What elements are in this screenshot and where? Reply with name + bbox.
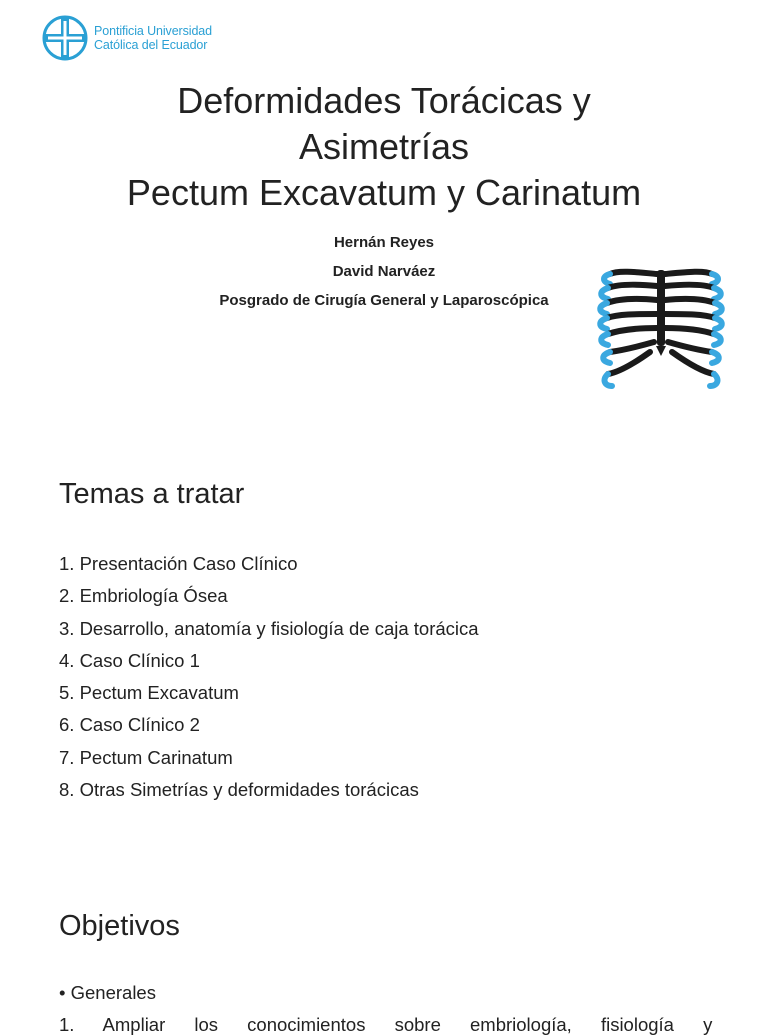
title-line-3: Pectum Excavatum y Carinatum [126,172,642,213]
objectives-heading: Objetivos [59,910,180,942]
objectives-slide [0,870,768,1035]
title-line-2: Asimetrías [298,126,470,167]
topics-heading: Temas a tratar [59,478,245,510]
university-logo [40,13,212,63]
topic-item: 6. Caso Clínico 2 [59,714,200,736]
topics-list [59,548,479,806]
program-name: Posgrado de Cirugía General y Laparoscópica [219,292,549,309]
puce-cross-icon [40,13,90,63]
topic-item: 5. Pectum Excavatum [59,682,239,704]
university-name-line2: Católica del Ecuador [94,38,208,52]
title-line-1: Deformidades Torácicas y [177,80,591,121]
topic-item: 4. Caso Clínico 1 [59,649,200,671]
topic-item: 2. Embriología Ósea [59,585,228,607]
author-2: David Narváez [332,263,436,280]
topic-item: 7. Pectum Carinatum [59,746,233,768]
topic-item: 1. Presentación Caso Clínico [59,553,298,574]
topic-item: 3. Desarrollo, anatomía y fisiología de caja torácica [59,617,479,639]
title-slide [0,0,768,440]
objectives-first-item: 1. Ampliar los conocimientos sobre embriología, fisiología y [59,1014,713,1035]
university-name [94,24,212,52]
university-name-line1: Pontificia Universidad [94,24,212,38]
author-1: Hernán Reyes [333,234,435,251]
topics-slide [0,440,768,860]
presentation-title [0,78,768,216]
objectives-bullet-general: • Generales [59,982,156,1003]
topic-item: 8. Otras Simetrías y deformidades torácicas [59,779,419,801]
ribcage-illustration-icon [596,264,726,398]
